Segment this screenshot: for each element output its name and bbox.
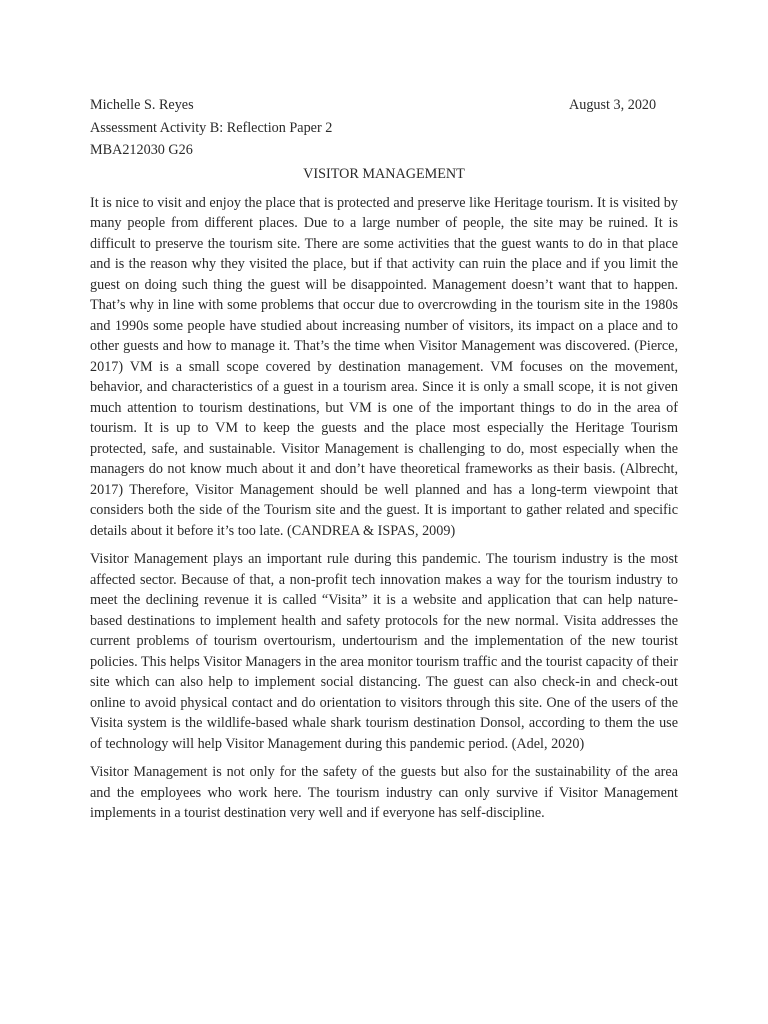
header-author-row <box>90 94 678 117</box>
paragraph-2: Visitor Management plays an important rule during this pandemic. The tourism industry is the most affected sector. Because of that, a non-profit tech innovation makes a way for the tourism industry to meet the declining revenue it is called “Visita” it is a website and application that can help nature-based destinations to implement health and safety protocols for the new normal. Visita addresses the current problems of tourism overtourism, undertourism and the implementation of the new tourist policies. This helps Visitor Managers in the area monitor tourism traffic and the tourist capacity of their site which can also help to implement social distancing. The guest can also check-in and check-out online to avoid physical contact and do orientation to visitors through this site. One of the users of the Visita system is the wildlife-based whale shark tourism destination Donsol, according to them the use of technology will help Visitor Management during this pandemic period. (Adel, 2020) <box>90 551 678 752</box>
course-code: MBA212030 G26 <box>90 142 193 158</box>
document-title: VISITOR MANAGEMENT <box>303 165 465 182</box>
assignment-line: Assessment Activity B: Reflection Paper 2 <box>90 119 333 136</box>
paragraph-3: Visitor Management is not only for the safety of the guests but also for the sustainability of the area and the employees who work here. The tourism industry can only survive if Visitor Management implements in a tourist destination very well and if everyone has self-discipline. <box>90 764 678 821</box>
paragraph-1: It is nice to visit and enjoy the place that is protected and preserve like Heritage tourism. It is visited by many people from different places. Due to a large number of people, the site may be ruined. It is difficult to preserve the tourism site. There are some activities that the guest wants to do in that place and is the reason why they visited the place, but if that activity can ruin the place and if you limit the guest on doing such thing the guest will be disappointed. Management doesn’t want that to happen. That’s why in line with some problems that occur due to overcrowding in the tourism site in the 1980s and 1990s some people have studied about increasing number of visitors, its impact on a place and to other guests and how to manage it. That’s the time when Visitor Management was discovered. (Pierce, 2017) VM is a small scope covered by destination management. VM focuses on the movement, behavior, and characteristics of a guest in a tourism area. Since it is only a small scope, it is not given much attention to tourism destinations, but VM is one of the important things to do in the area of tourism. It is up to VM to keep the guests and the place most especially the Heritage Tourism protected, safe, and sustainable. Visitor Management is challenging to do, most especially when the managers do not know much about it and don’t have theoretical frameworks as their basis. (Albrecht, 2017) Therefore, Visitor Management should be well planned and has a long-term viewpoint that considers both the side of the Tourism site and the guest. It is important to gather related and specific details about it before it’s too late. (CANDREA & ISPAS, 2009) <box>90 194 678 539</box>
document-date: August 3, 2020 <box>569 97 657 113</box>
document-content <box>90 94 678 832</box>
author-name: Michelle S. Reyes <box>90 97 194 113</box>
